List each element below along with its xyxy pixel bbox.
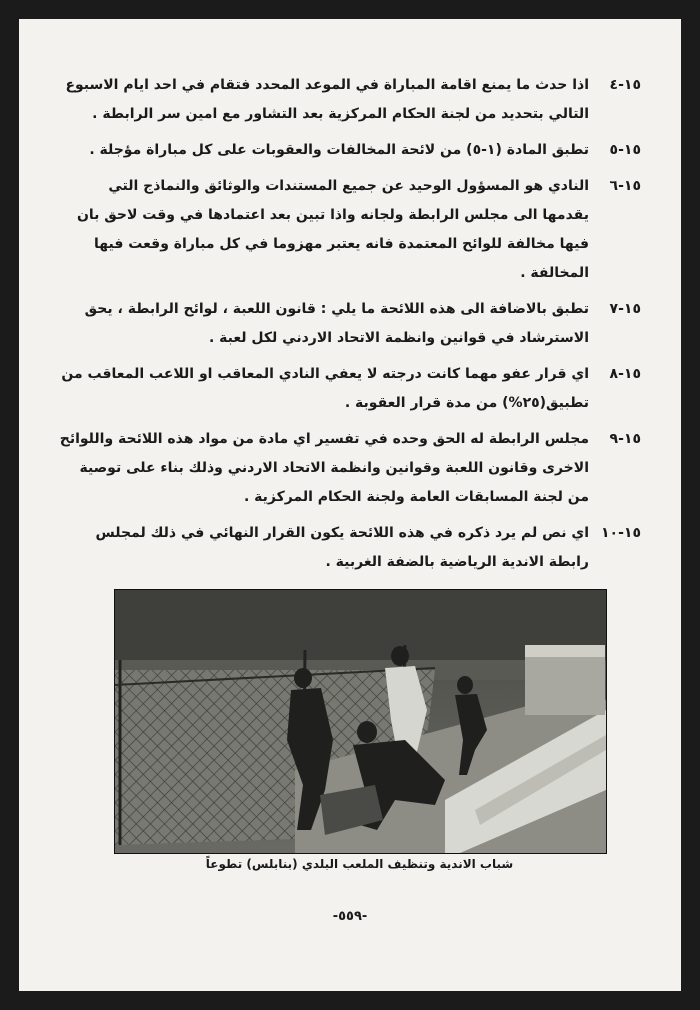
- article-9: [59, 425, 641, 512]
- regulations-text: [59, 71, 641, 584]
- article-7: [59, 295, 641, 353]
- volunteers-photo: [114, 589, 607, 854]
- article-text: تطبق بالاضافة الى هذه اللائحة ما يلي : قانون اللعبة ، لوائح الرابطة ، يحق الاسترشاد في قوانين وانظمة الاتحاد الاردني لكل لعبة .: [84, 301, 589, 346]
- article-number: ١٥-٥: [609, 142, 641, 158]
- article-text: اي قرار عفو مهما كانت درجته لا يعفي النادي المعاقب او اللاعب المعاقب من تطبيق(٢٥%) من مدة قرار العقوبة .: [61, 366, 589, 411]
- article-4: [59, 71, 641, 129]
- article-10: [59, 519, 641, 577]
- article-number: ١٥-٨: [609, 366, 641, 382]
- article-text: تطبق المادة (١-٥) من لائحة المخالفات والعقوبات على كل مباراة مؤجلة .: [89, 142, 589, 158]
- article-number: ١٥-٧: [609, 301, 641, 317]
- article-8: [59, 360, 641, 418]
- article-text: مجلس الرابطة له الحق وحده في تفسير اي مادة من مواد هذه اللائحة واللوائح الاخرى وقانون اللعبة وقوانين وانظمة الاتحاد الاردني وذلك بناء على توصية من لجنة المسابقات العامة ولجنة الحكام المركزية .: [59, 431, 589, 505]
- article-number: ١٥-٩: [609, 431, 641, 447]
- document-page: [19, 19, 681, 991]
- photo-caption: شباب الاندية وتنظيف الملعب البلدي (بنابلس) تطوعاً: [205, 857, 514, 871]
- article-number: ١٥-١٠: [601, 525, 641, 541]
- article-number: ١٥-٦: [609, 178, 641, 194]
- article-text: النادي هو المسؤول الوحيد عن جميع المستندات والوثائق والنماذج التي يقدمها الى مجلس الرابطة ولجانه واذا تبين بعد اعتمادها في وقت لاحق بان فيها مخالفة للوائح المعتمدة فانه يعتبر مهزوما في كل مباراة وقعت فيها المخالفة .: [76, 178, 589, 281]
- page-number: -٥٥٩-: [332, 909, 368, 924]
- article-text: اي نص لم يرد ذكره في هذه اللائحة يكون القرار النهائي في ذلك لمجلس رابطة الاندية الرياضية بالضفة الغربية .: [95, 525, 589, 570]
- article-6: [59, 172, 641, 288]
- article-5: [59, 136, 641, 165]
- article-number: ١٥-٤: [609, 77, 641, 93]
- article-text: اذا حدث ما يمنع اقامة المباراة في الموعد المحدد فتقام في احد ايام الاسبوع التالي بتحديد من لجنة الحكام المركزية بعد التشاور مع امين سر الرابطة .: [65, 77, 589, 122]
